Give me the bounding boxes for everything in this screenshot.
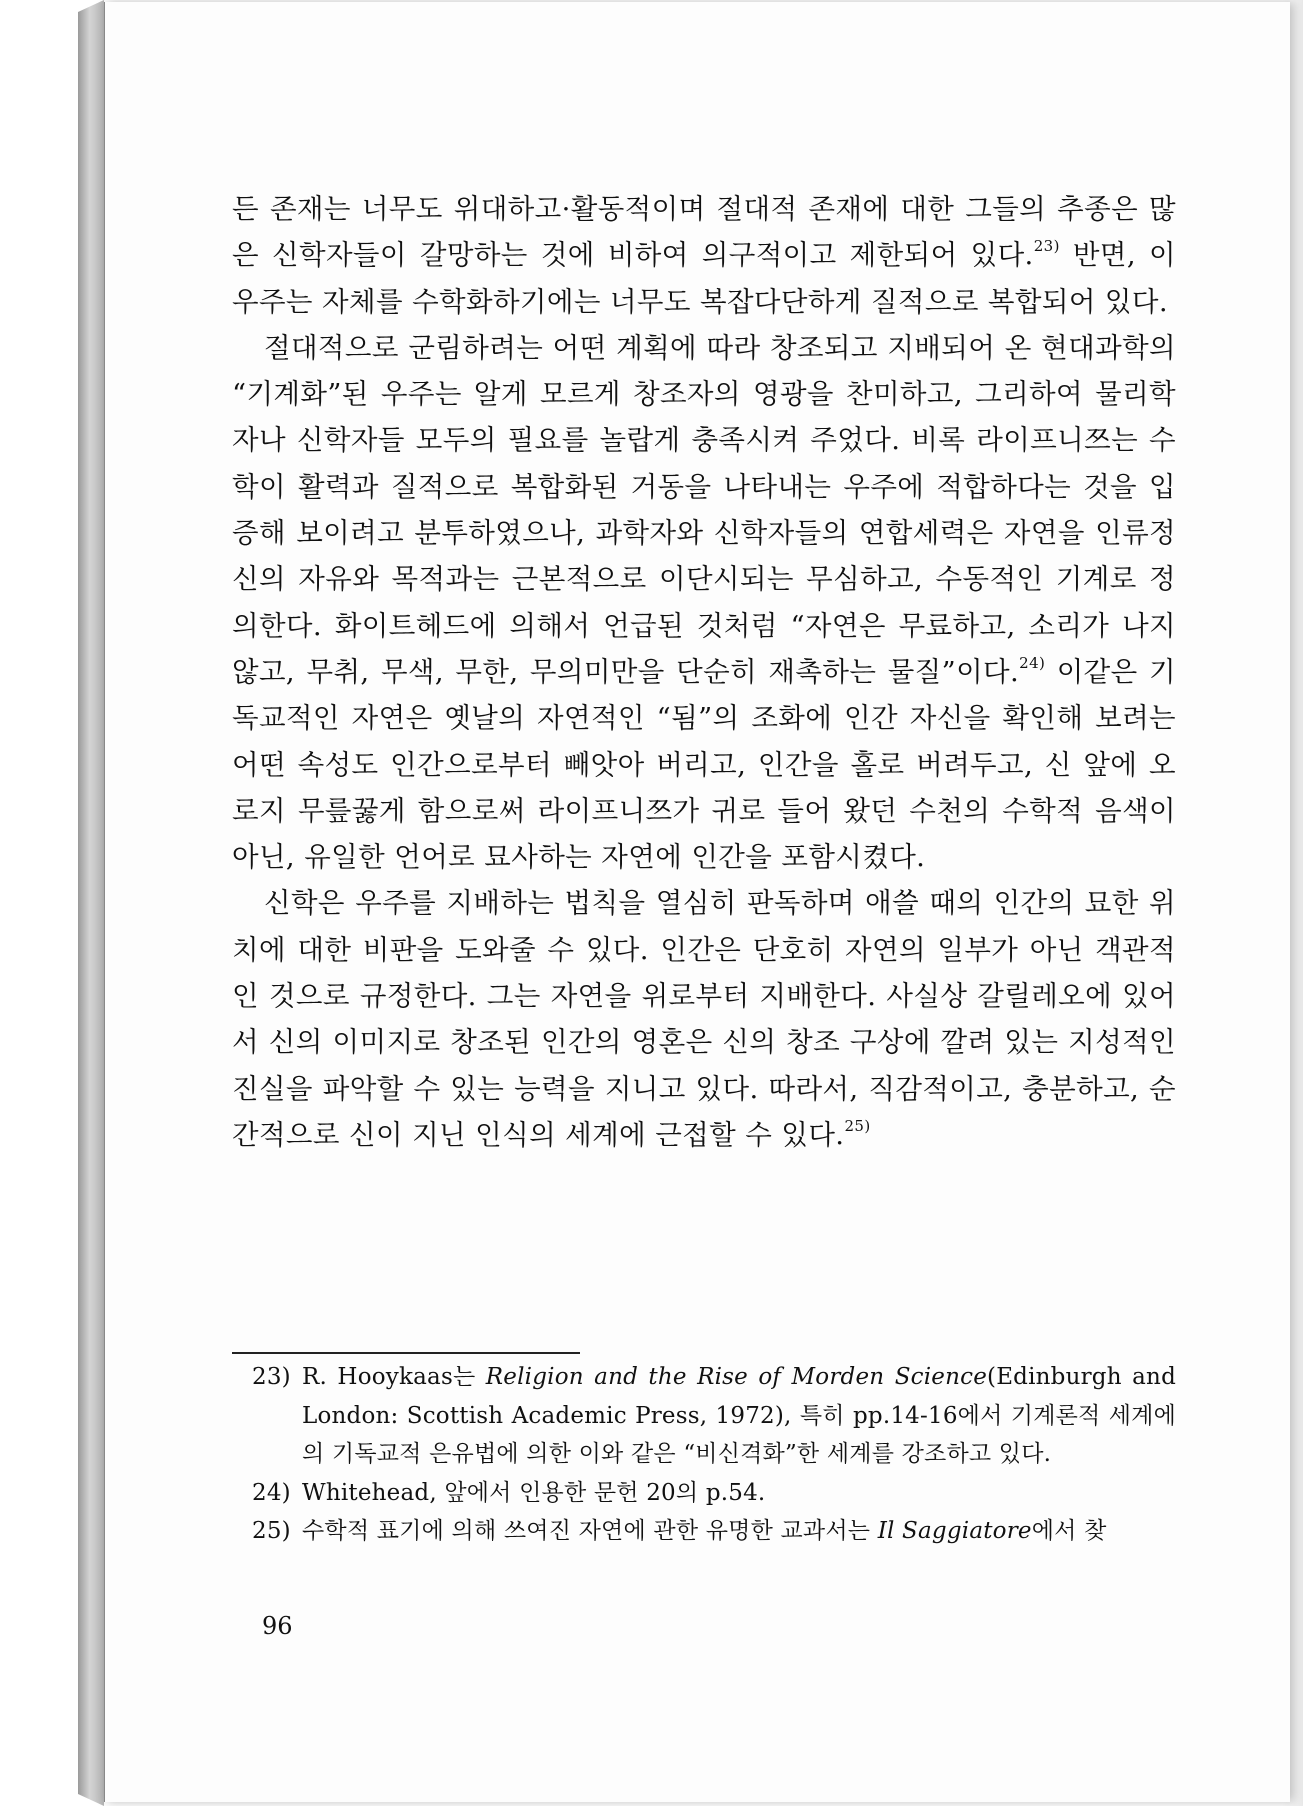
paragraph-2	[232, 325, 1176, 881]
footnote-book-title: Il Saggiatore	[877, 1518, 1032, 1544]
footnote-divider	[232, 1352, 580, 1354]
paragraph-text: 절대적으로 군림하려는 어떤 계획에 따라 창조되고 지배되어 온 현대과학의 “기계화”된 우주는 알게 모르게 창조자의 영광을 찬미하고, 그리하여 물리학자나 신학자들 모두의 필요를 놀랍게 충족시켜 주었다. 비록 라이프니쯔는 수학이 활력과 질적으로 복합화된 거동을 나타내는 우주에 적합하다는 것을 입증해 보이려고 분투하였으나, 과학자와 신학자들의 연합세력은 자연을 인류정신의 자유와 목적과는 근본적으로 이단시되는 무심하고, 수동적인 기계로 정의한다. 화이트헤드에 의해서 언급된 것처럼 “자연은 무료하고, 소리가 나지 않고, 무취, 무색, 무한, 무의미만을 단순히 재촉하는 물질”이다.	[232, 331, 1176, 688]
footnote-number: 24)	[252, 1479, 291, 1506]
page-number: 96	[262, 1612, 293, 1640]
footnote-ref-25[interactable]: 25)	[844, 1116, 871, 1135]
paragraph-text: 든 존재는 너무도 위대하고·활동적이며 절대적 존재에 대한 그들의 추종은 많은 신학자들이 갈망하는 것에 비하여 의구적이고 제한되어 있다.	[232, 193, 1176, 272]
footnote-ref-24[interactable]: 24)	[1019, 653, 1046, 672]
footnote-24	[232, 1474, 1176, 1513]
footnote-text: 수학적 표기에 의해 쓰여진 자연에 관한 유명한 교과서는	[302, 1518, 878, 1544]
footnote-23	[232, 1358, 1176, 1474]
footnote-ref-23[interactable]: 23)	[1033, 237, 1060, 256]
paragraph-1	[232, 186, 1176, 325]
paragraph-text: 이같은 기독교적인 자연은 옛날의 자연적인 “됨”의 조화에 인간 자신을 확인해 보려는 어떤 속성도 인간으로부터 빼앗아 버리고, 인간을 홀로 버려두고, 신 앞에 오로지 무릎꿇게 함으로써 라이프니쯔가 귀로 들어 왔던 수천의 수학적 음색이 아닌, 유일한 언어로 묘사하는 자연에 인간을 포함시켰다.	[232, 655, 1176, 874]
paragraph-3	[232, 880, 1176, 1158]
book-spine	[78, 0, 104, 1806]
footnote-number: 25)	[252, 1518, 291, 1544]
footnote-number: 23)	[252, 1364, 291, 1390]
footnote-text: R. Hooykaas는	[302, 1364, 486, 1390]
footnote-25	[232, 1512, 1176, 1551]
footnote-book-title: Religion and the Rise of Morden Science	[485, 1364, 988, 1390]
paragraph-text: 반면, 이 우주는 자체를 수학화하기에는 너무도 복잡다단하게 질적으로 복합되어 있다.	[232, 239, 1176, 318]
footnote-text: Whitehead, 앞에서 인용한 문헌 20의 p.54.	[302, 1479, 766, 1506]
footnotes	[232, 1358, 1176, 1551]
footnote-text: (Edinburgh and London: Scottish Academic Press, 1972), 특히 pp.14-16에서 기계론적 세계에의 기독교적 은유법에 의한 이와 같은 “비신격화”한 세계를 강조하고 있다.	[302, 1364, 1176, 1467]
footnote-text: 에서 찾	[1031, 1518, 1107, 1544]
paragraph-text: 신학은 우주를 지배하는 법칙을 열심히 판독하며 애쓸 때의 인간의 묘한 위치에 대한 비판을 도와줄 수 있다. 인간은 단호히 자연의 일부가 아닌 객관적인 것으로 규정한다. 그는 자연을 위로부터 지배한다. 사실상 갈릴레오에 있어서 신의 이미지로 창조된 인간의 영혼은 신의 창조 구상에 깔려 있는 지성적인 진실을 파악할 수 있는 능력을 지니고 있다. 따라서, 직감적이고, 충분하고, 순간적으로 신이 지닌 인식의 세계에 근접할 수 있다.	[232, 887, 1176, 1151]
body-text	[232, 186, 1176, 1158]
